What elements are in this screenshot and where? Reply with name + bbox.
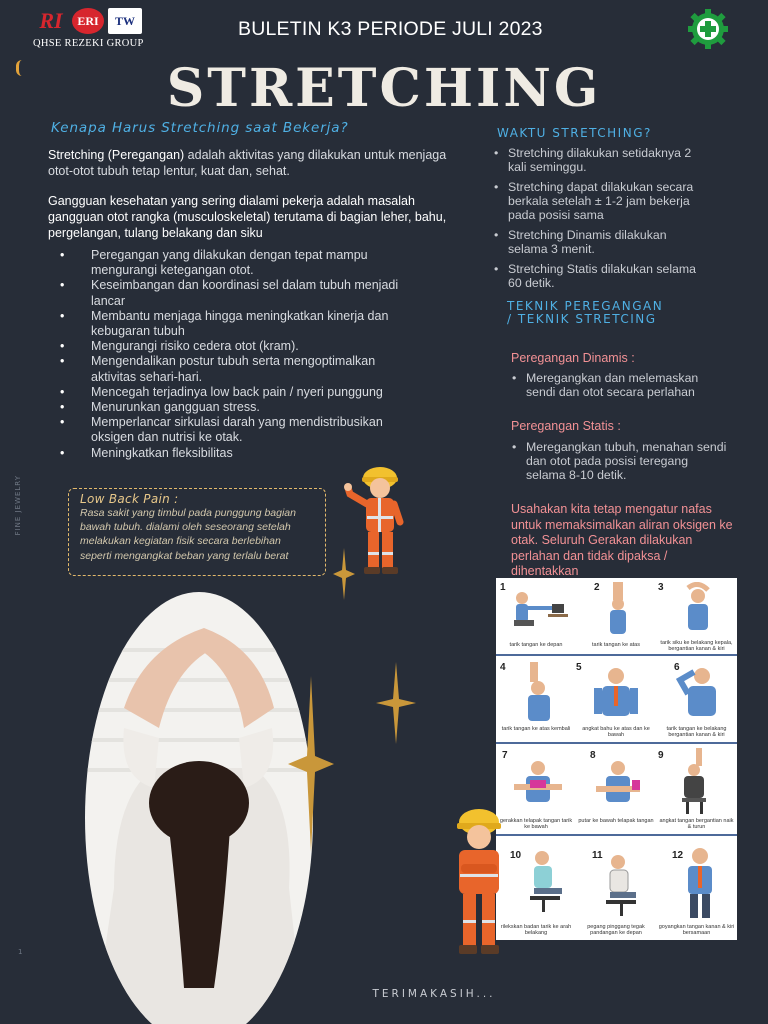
exercise-caption: tarik siku ke belakang kepala, bergantian kanan & kiri [660, 640, 733, 652]
company-logos [34, 8, 142, 34]
low-back-pain-text: Rasa sakit yang timbul pada punggung bagian bawah tubuh. dialami oleh seseorang setelah melakukan kegiatan fisik secara berlebihan seperti mengangkat beban yang terlalu berat [80, 507, 296, 562]
list-item: • Memperlancar sirkulasi darah yang mendistribusikan oksigen dan nutrisi ke otak. [60, 415, 405, 445]
list-item: • Mencegah terjadinya low back pain / nyeri punggung [60, 385, 405, 400]
benefits-list [60, 248, 405, 461]
exercise-cell [576, 578, 656, 654]
when-heading: WAKTU STRETCHING? [497, 126, 652, 140]
exercise-figure-icon [590, 664, 642, 724]
exercise-number: 8 [590, 750, 596, 761]
exercise-figure-icon [520, 848, 570, 918]
exercise-cell [656, 746, 737, 834]
problem-paragraph: Gangguan kesehatan yang sering dialami pekerja adalah masalah gangguan otot rangka (musculoskeletal) terutama di bagian leher, bahu, pergelangan, tulang belakang dan siku [48, 194, 447, 240]
company-name: QHSE REZEKI GROUP [33, 38, 144, 49]
eri-logo: ERI [72, 8, 104, 34]
chart-divider [496, 834, 737, 836]
intro-definition: adalah aktivitas yang dilakukan untuk menjaga otot-otot tubuh tetap lentur, kuat dan, sehat. [48, 148, 447, 178]
static-list [512, 440, 727, 482]
exercise-cell [656, 578, 737, 654]
list-item: • Stretching dapat dilakukan secara berkala setelah ± 1-2 jam bekerja pada posisi sama [494, 180, 709, 222]
exercise-caption: gerakkan telapak tangan tarik ke bawah [499, 818, 573, 830]
exercise-number: 11 [592, 850, 603, 861]
exercise-number: 5 [576, 662, 582, 673]
tw-logo: TW [108, 8, 142, 34]
list-item: • Keseimbangan dan koordinasi sel dalam tubuh menjadi lancar [60, 278, 405, 308]
exercise-figure-icon [594, 852, 646, 920]
static-heading: Peregangan Statis : [511, 419, 621, 433]
dynamic-heading: Peregangan Dinamis : [511, 351, 635, 365]
exercise-cell [576, 746, 656, 834]
exercise-figure-icon [598, 582, 638, 640]
list-item: • Mengurangi risiko cedera otot (kram). [60, 339, 405, 354]
intro-term: Stretching (Peregangan) [48, 148, 185, 162]
intro-paragraph [48, 147, 458, 179]
sparkle-icon [376, 662, 416, 744]
k3-gear-cross-icon [680, 8, 736, 50]
why-heading: Kenapa Harus Stretching saat Bekerja? [51, 120, 349, 136]
list-item: • Mengendalikan postur tubuh serta mengoptimalkan aktivitas sehari-hari. [60, 354, 405, 384]
page-title: STRETCHING [166, 58, 602, 119]
exercise-figure-icon [676, 664, 726, 724]
exercise-caption: tarik tangan ke atas [591, 642, 640, 648]
list-item: • Stretching dilakukan setidaknya 2 kali seminggu. [494, 146, 709, 174]
exercise-figure-icon [674, 582, 724, 640]
sparkle-icon [333, 548, 355, 600]
when-list [494, 146, 709, 296]
technique-heading: TEKNIK PEREGANGAN / TEKNIK STRETCING [507, 299, 664, 326]
exercise-figure-icon [508, 588, 570, 638]
exercise-cell [496, 658, 576, 742]
exercise-number: 12 [672, 850, 684, 861]
dynamic-list [512, 371, 717, 399]
exercise-caption: rilekskan badan tarik ke arah belakang [500, 924, 572, 936]
exercise-figure-icon [512, 662, 562, 724]
exercise-caption: tarik tangan ke belakang bergantian kanan & kiri [666, 726, 727, 738]
stretching-exercise-chart [496, 578, 737, 940]
page-number: 1 [18, 948, 23, 956]
exercise-number: 2 [594, 582, 600, 593]
list-item: • Meregangkan tubuh, menahan sendi dan otot pada posisi teregang selama 8-10 detik. [512, 440, 727, 482]
thank-you-label: TERIMAKASIH... [372, 988, 496, 1000]
bulletin-title: BULETIN K3 PERIODE JULI 2023 [238, 18, 543, 40]
side-vertical-text: FINE JEWELRY [14, 475, 22, 536]
exercise-figure-icon [674, 846, 726, 922]
breathing-note: Usahakan kita tetap mengatur nafas untuk memaksimalkan aliran oksigen ke otak. Seluruh Gerakan dilakukan perlahan dan tidak dipaksa / dihentakkan [511, 502, 733, 578]
list-item: • Peregangan yang dilakukan dengan tepat mampu mengurangi ketegangan otot. [60, 248, 405, 278]
exercise-cell [656, 658, 737, 742]
list-item: • Meningkatkan fleksibilitas [60, 446, 405, 461]
list-item: • Stretching Statis dilakukan selama 60 detik. [494, 262, 709, 290]
exercise-caption: putar ke bawah telapak tangan [578, 818, 654, 824]
sparkle-icon [288, 676, 334, 852]
exercise-cell [656, 838, 737, 940]
exercise-number: 4 [500, 662, 506, 673]
exercise-caption: tarik tangan ke depan [509, 642, 563, 648]
exercise-cell [576, 658, 656, 742]
chart-divider [496, 654, 737, 656]
exercise-figure-icon [508, 760, 568, 812]
exercise-number: 9 [658, 750, 664, 761]
ri-logo: RI [39, 8, 63, 33]
exercise-cell [496, 578, 576, 654]
woman-stretching-photo [84, 588, 314, 1024]
exercise-figure-icon [670, 748, 726, 816]
exercise-number: 3 [658, 582, 664, 593]
low-back-pain-title: Low Back Pain : [80, 492, 179, 506]
thank-you-text [0, 988, 768, 1000]
exercise-caption: tarik tangan ke atas kembali [501, 726, 571, 732]
exercise-figure-icon [588, 760, 648, 812]
exercise-number: 10 [510, 850, 522, 861]
exercise-caption: goyangkan tangan kanan & kiri bersamaan [658, 924, 735, 936]
low-back-pain-box [68, 488, 326, 576]
exercise-caption: angkat bahu ke atas dan ke bawah [582, 726, 650, 738]
list-item: • Meregangkan dan melemaskan sendi dan otot secara perlahan [512, 371, 717, 399]
chart-divider [496, 742, 737, 744]
list-item: • Stretching Dinamis dilakukan selama 3 menit. [494, 228, 709, 256]
exercise-caption: angkat tangan bergantian naik & turun [659, 818, 734, 830]
exercise-number: 1 [500, 582, 506, 593]
list-item: • Menurunkan gangguan stress. [60, 400, 405, 415]
exercise-caption: pegang pinggang tegak pandangan ke depan [587, 924, 645, 936]
exercise-number: 6 [674, 662, 680, 673]
exercise-cell [576, 838, 656, 940]
worker-arms-crossed-illustration [448, 806, 510, 958]
exercise-number: 7 [502, 750, 508, 761]
list-item: • Membantu menjaga hingga meningkatkan kinerja dan kebugaran tubuh [60, 309, 405, 339]
